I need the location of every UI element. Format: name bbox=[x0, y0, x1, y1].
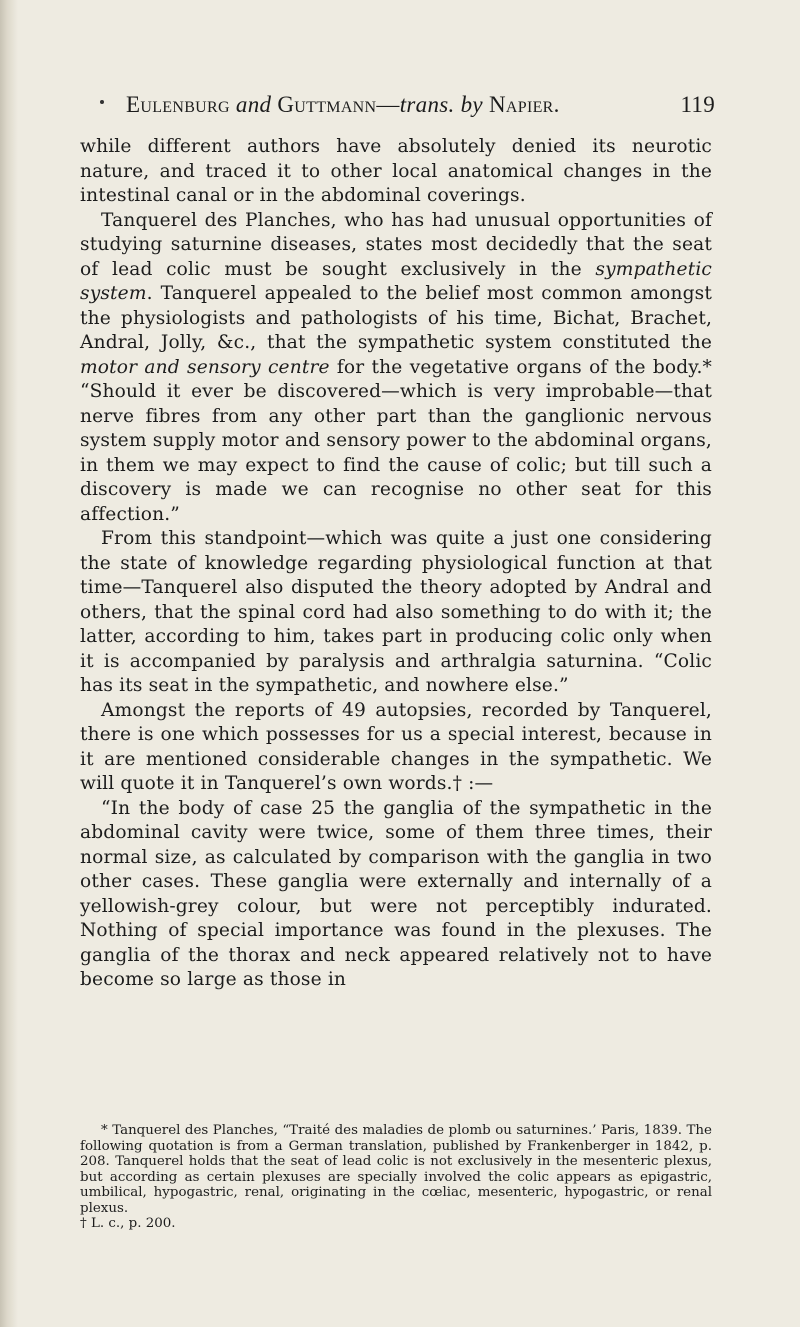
translator-napier: Napier bbox=[488, 92, 554, 117]
paragraph-3: From this standpoint—which was quite a just one considering the state of knowledge regarding physiological function at that time—Tanquerel also disputed the theory adopted by Andral and others, that the spinal cord had also something to do with it; the latter, according to him, takes part in producing colic only when it is accompanied by paralysis and arthralgia saturnina. “Colic has its seat in the sympathetic, and nowhere else.” bbox=[80, 528, 712, 696]
emphasis-motor-sensory-centre: motor and sensory centre bbox=[80, 356, 330, 378]
header-dash: — bbox=[376, 92, 400, 117]
author-guttmann: Guttmann bbox=[277, 92, 377, 117]
paragraph-5-quotation: “In the body of case 25 the ganglia of the sympathetic in the abdominal cavity were twice, some of them three times, their normal size, as calculated by comparison with the ganglia in two other cases. These ganglia were externally and internally of a yellowish-grey colour, but were not perceptibly indurated. Nothing of special importance was found in the plexuses. The ganglia of the thorax and neck appeared relatively not to have become so large as those in bbox=[80, 797, 712, 990]
paragraph-2: Tanquerel des Planches, who has had unusual opportunities of studying saturnine diseases, states most decidedly that the seat of lead colic must be sought exclusively in the sympathetic system. Tanquerel appealed to the belief most common amongst the physiologists and pathologists of his time, Bichat, Brachet, Andral, Jolly, &c., that the sympathetic system constituted the motor and sensory centre for the vegetative organs of the body.* “Should it ever be discovered—which is very improbable—that nerve fibres from any other part than the ganglionic nervous system supply motor and sensory power to the abdominal organs, in them we may expect to find the cause of colic; but till such a discovery is made we can recognise no other seat for this affection.” bbox=[80, 209, 712, 525]
running-title bbox=[126, 92, 560, 118]
running-header bbox=[112, 86, 715, 122]
page-number: 119 bbox=[680, 92, 715, 117]
header-period: . bbox=[553, 92, 560, 117]
binding-edge bbox=[0, 0, 18, 1327]
footnote-dagger: † L. c., p. 200. bbox=[80, 1216, 176, 1231]
footnote-asterisk: * Tanquerel des Planches, “Traité des maladies de plomb ou saturnines.’ Paris, 1839. The following quotation is from a German translation, published by Frankenberger in 1842, p. 208. Tanquerel holds that the seat of lead colic is not exclusively in the mesenteric plexus, but according as certain plexuses are specially involved the colic appears as epigastric, umbilical, hypogastric, renal, originating in the cœliac, mesenteric, hypogastric, or renal plexus. bbox=[80, 1123, 712, 1216]
emphasis-sympathetic-system: sympathetic system bbox=[80, 258, 712, 304]
translated-by: trans. by bbox=[399, 92, 483, 117]
paragraph-4: Amongst the reports of 49 autopsies, recorded by Tanquerel, there is one which possesses for us a special interest, because in it are mentioned considerable changes in the sympathetic. We will quote it in Tanquerel’s own words.† :— bbox=[80, 699, 712, 794]
footnotes bbox=[80, 1123, 712, 1232]
and-word: and bbox=[235, 92, 272, 117]
paragraph-1: while different authors have absolutely denied its neurotic nature, and traced it to other local anatomical changes in the intestinal canal or in the abdominal coverings. bbox=[80, 136, 712, 206]
body-text bbox=[80, 135, 712, 993]
author-eulenburg: Eulenburg bbox=[126, 92, 230, 117]
header-bullet bbox=[100, 100, 104, 104]
